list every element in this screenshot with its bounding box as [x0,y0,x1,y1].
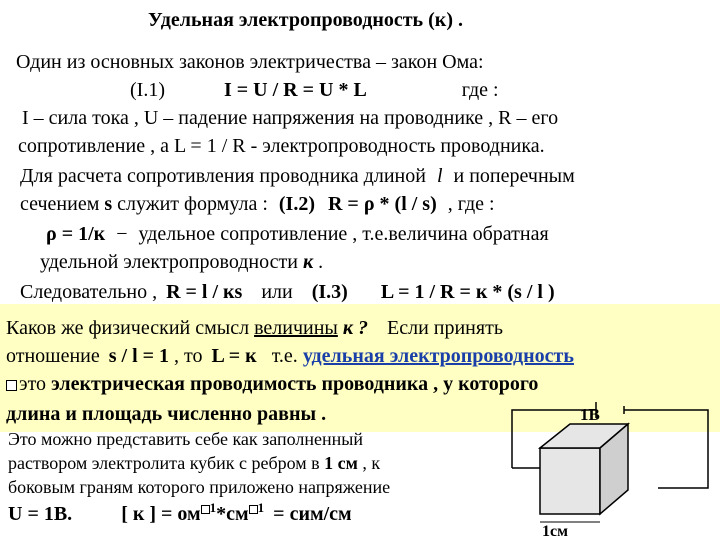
edge-label: 1см [542,523,568,538]
line-resistance-calc: Для расчета сопротивления проводника длиной l и поперечным [20,165,575,187]
line-formula-3: Следовательно , R = l / кs или (I.3) L = 1 / R = к * (s / l ) [20,281,555,303]
highlight-definition: это электрическая проводимость проводника , у которого [6,372,538,396]
bottom-line-1: Это можно представить себе как заполненный [8,429,364,449]
ohm-formula: I = U / R = U * L [223,79,367,101]
page-title: Удельная электропроводность (к) . [148,9,463,31]
highlight-conclusion: длина и площадь численно равны . [6,403,327,425]
bottom-line-2: раствором электролита кубик с ребром в 1 см , к [8,453,381,473]
line-ohm-law: Один из основных законов электричества – закон Ома: [16,51,484,73]
bottom-line-3: боковым граням которого приложено напряжение [8,477,391,497]
line-resistivity: ρ = 1/к − удельное сопротивление , т.е.величина обратная [46,223,549,245]
line-equation-1: (I.1) I = U / R = U * L где : [130,79,499,101]
highlight-term: удельная электропроводность [302,345,574,367]
cube-diagram [500,398,718,538]
voltage-label: 1B [580,405,600,424]
bottom-line-units: U = 1B. [ к ] = ом $^1$*см $^1$ = сим/см [8,500,352,525]
line-definitions: I – сила тока , U – падение напряжения на проводнике , R – его [22,107,559,129]
circuit-wire-right [624,410,708,488]
bullet-box-icon [6,380,17,391]
highlight-ratio: отношение s / l = 1 , то L = к т.е. удельная электропроводность [6,345,574,367]
exponent-box-icon [249,505,258,514]
line-conductivity: сопротивление , а L = 1 / R - электропроводность проводника. [18,135,545,157]
line-formula-2: сечением s служит формула : (I.2) R = ρ * (l / s) , где : [20,193,495,215]
exponent-box-icon [201,505,210,514]
equation-number: (I.1) [130,79,165,101]
line-specific-conductivity: удельной электропроводности к . [40,251,324,273]
cube-front-face [540,448,600,514]
highlight-question: Каков же физический смысл величины к ? Если принять [6,317,503,339]
